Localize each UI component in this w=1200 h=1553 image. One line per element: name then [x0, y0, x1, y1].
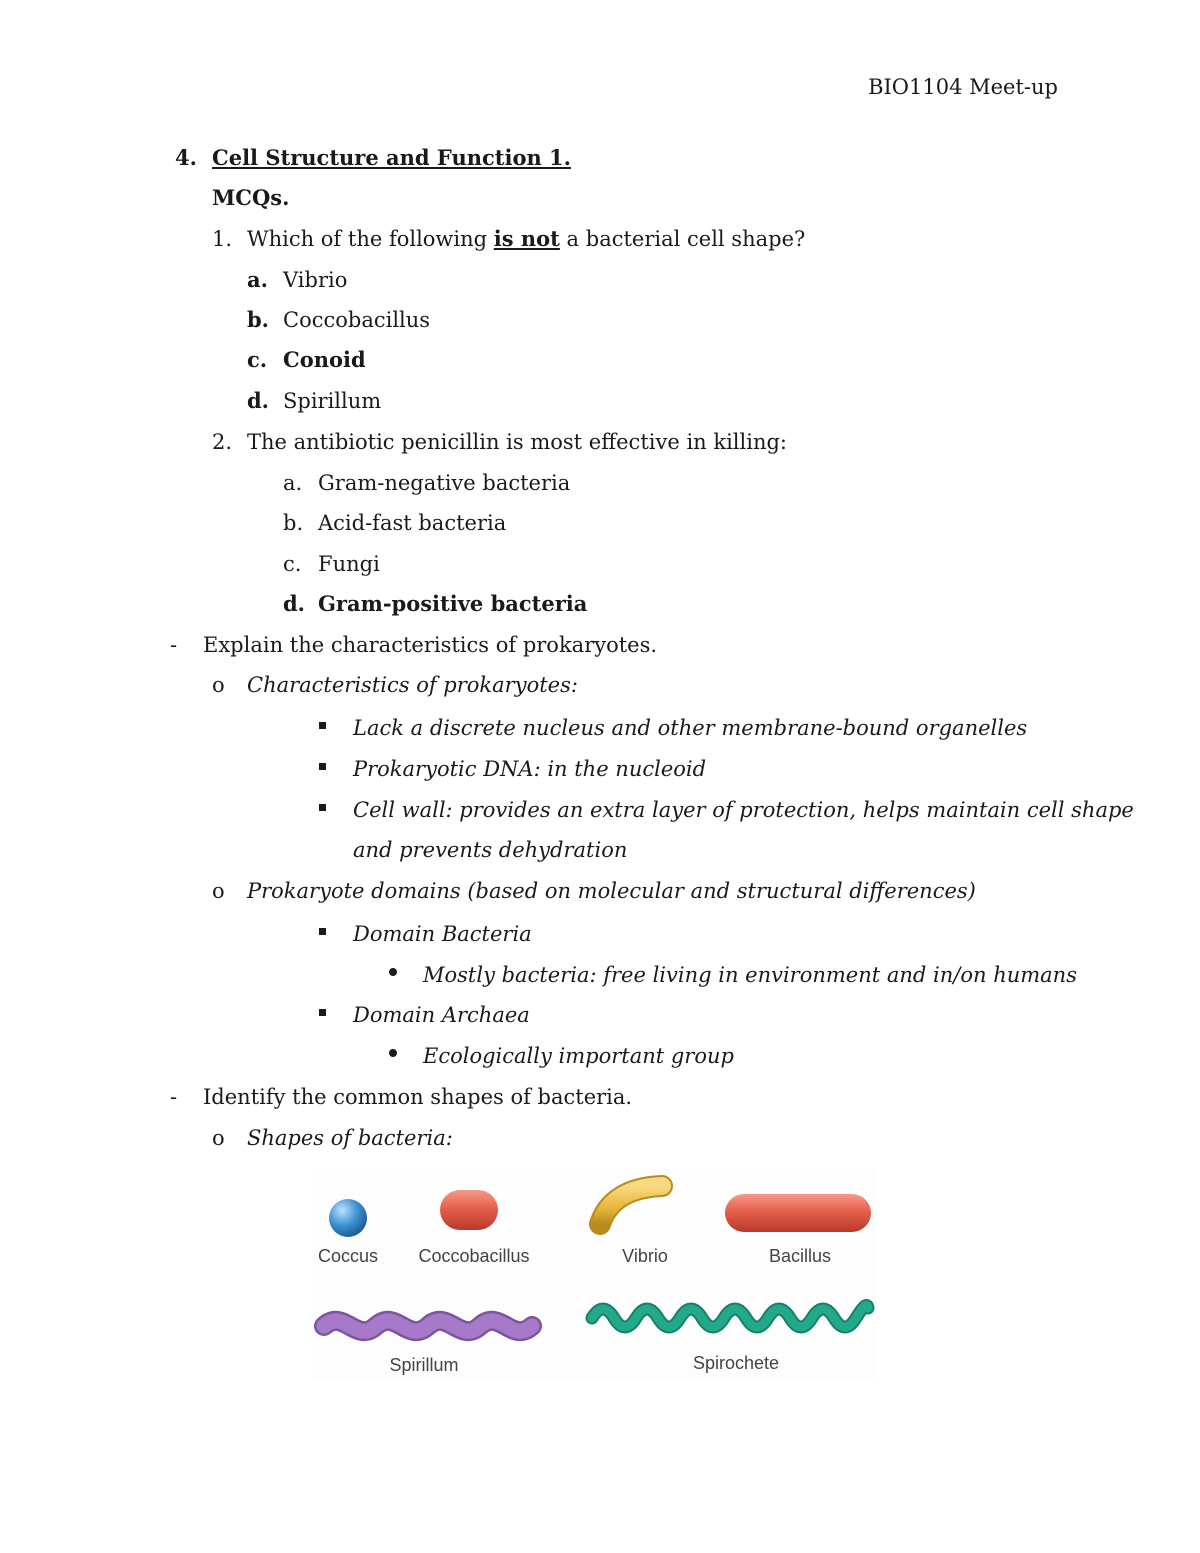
o-bullet: o [212, 673, 225, 697]
coccus-shape [329, 1199, 367, 1237]
vibrio-label: Vibrio [622, 1246, 668, 1266]
objective-prokaryotes: Explain the characteristics of prokaryotes. [203, 633, 658, 657]
coccobacillus-label: Coccobacillus [418, 1246, 530, 1266]
square-bullet [319, 1009, 326, 1016]
characteristics-heading: Characteristics of prokaryotes: [247, 673, 578, 697]
square-bullet [319, 722, 326, 729]
shapes-heading: Shapes of bacteria: [247, 1126, 453, 1150]
q1-number: 1. [212, 227, 233, 251]
q1-option-c-text-answer: Conoid [283, 347, 366, 372]
domains-heading: Prokaryote domains (based on molecular and structural differences) [247, 879, 976, 903]
q1-option-b-text: Coccobacillus [283, 308, 431, 332]
spirochete-label: Spirochete [692, 1353, 780, 1373]
round-bullet [389, 1049, 397, 1057]
square-bullet [319, 928, 326, 935]
q2-text: The antibiotic penicillin is most effective in killing: [247, 430, 787, 454]
mcq-heading: MCQs. [212, 185, 290, 210]
spirillum-shape [324, 1321, 532, 1331]
q2-option-a-text: Gram-negative bacteria [318, 471, 571, 495]
bacillus-shape [725, 1194, 871, 1232]
q1-option-a-text: Vibrio [283, 268, 348, 292]
q2-option-b-letter: b. [283, 511, 304, 535]
domain-bacteria: Domain Bacteria [353, 922, 532, 946]
coccobacillus-shape [440, 1190, 498, 1230]
q1-option-d-letter: d. [247, 388, 269, 413]
section-number: 4. [175, 145, 197, 170]
square-bullet [319, 804, 326, 811]
q1-option-d-text: Spirillum [283, 389, 382, 413]
domain-archaea-detail: Ecologically important group [423, 1044, 734, 1068]
q1-text: Which of the following is not a bacterial cell shape? [247, 226, 806, 251]
square-bullet [319, 763, 326, 770]
q2-number: 2. [212, 430, 233, 454]
characteristic-item: Prokaryotic DNA: in the nucleoid [353, 757, 707, 781]
o-bullet: o [212, 1126, 225, 1150]
section-title: Cell Structure and Function 1. [212, 145, 571, 170]
coccus-label: Coccus [317, 1246, 379, 1266]
objective-shapes: Identify the common shapes of bacteria. [203, 1085, 633, 1109]
q2-option-c-letter: c. [283, 552, 302, 576]
spirillum-label: Spirillum [389, 1355, 459, 1375]
domain-archaea: Domain Archaea [353, 1003, 530, 1027]
round-bullet [389, 968, 397, 976]
q1-option-a-letter: a. [247, 267, 268, 292]
q2-option-d-text-answer: Gram-positive bacteria [318, 591, 588, 616]
course-header: BIO1104 Meet-up [868, 75, 1058, 99]
domain-bacteria-detail: Mostly bacteria: free living in environment and in/on humans [423, 963, 1077, 987]
q1-option-c-letter: c. [247, 347, 268, 372]
characteristic-item: Lack a discrete nucleus and other membrane-bound organelles [353, 716, 1028, 740]
dash-bullet: - [170, 633, 178, 657]
characteristic-item: Cell wall: provides an extra layer of protection, helps maintain cell shape [353, 798, 1134, 822]
bacillus-label: Bacillus [768, 1246, 832, 1266]
o-bullet: o [212, 879, 225, 903]
characteristic-item-continued: and prevents dehydration [353, 838, 628, 862]
q1-option-b-letter: b. [247, 307, 269, 332]
q2-option-a-letter: a. [283, 471, 303, 495]
bacterial-shapes-figure [312, 1168, 878, 1382]
q2-option-b-text: Acid-fast bacteria [318, 511, 507, 535]
q2-option-c-text: Fungi [318, 552, 380, 576]
dash-bullet: - [170, 1085, 178, 1109]
q2-option-d-letter: d. [283, 591, 305, 616]
q1-emphasis: is not [493, 226, 560, 251]
